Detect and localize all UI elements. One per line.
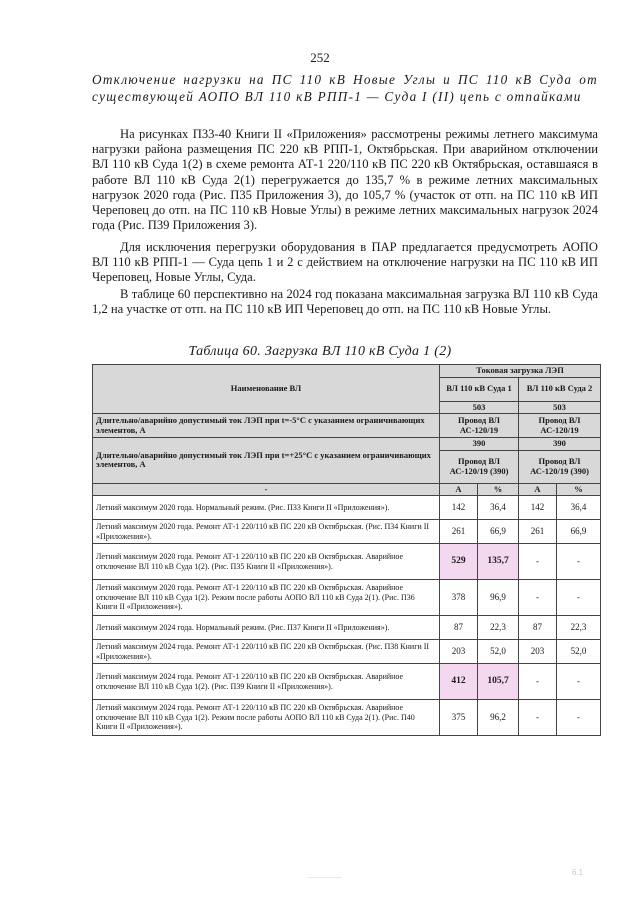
paragraph-1 — [92, 127, 598, 233]
paragraph-1-text: На рисунках П33-40 Книги II «Приложения» рассмотрены режимы летнего максимума нагрузки района размещения ПС 220 кВ РПП-1, Октябрьская. При аварийном отключении ВЛ 110 кВ Суда 1(2) в схеме ремонта АТ-1 220/110 кВ ПС 220 кВ Октябрьская, оставшаяся в работе ВЛ 110 кВ Суда 2(1) перегружается до 135,7 % в режиме летних максимальных нагрузок 2020 года (Рис. П35 Приложения 3), до 105,7 % (участок от отп. на ПС 110 кВ ИП Череповец до отп. на ПС 110 кВ Новые Углы) в режиме летних максимальных нагрузок 2024 года (Рис. П39 Приложения 3). — [92, 127, 598, 233]
paragraph-3 — [92, 287, 598, 317]
limit-plus25-element1: Провод ВЛ АС-120/19 (390) — [440, 450, 519, 483]
paragraph-3-text: В таблице 60 перспективно на 2024 год показана максимальная загрузка ВЛ 110 кВ Суда 1,2 на участке от отп. на ПС 110 кВ ИП Череповец до отп. на ПС 110 кВ Новые Углы. — [92, 287, 598, 317]
unit-a-2: А — [519, 483, 557, 496]
row-a1: 529 — [440, 544, 478, 580]
limit-plus25-element2: Провод ВЛ АС-120/19 (390) — [519, 450, 601, 483]
limit-minus5-element1: Провод ВЛ АС-120/19 — [440, 414, 519, 438]
section-heading: Отключение нагрузки на ПС 110 кВ Новые Углы и ПС 110 кВ Суда от существующей АОПО ВЛ 110 кВ РПП-1 — Суда I (II) цепь с отпайками — [92, 72, 598, 104]
table-row — [93, 580, 601, 616]
table-row — [93, 616, 601, 640]
row-label: Летний максимум 2024 года. Ремонт АТ-1 220/110 кВ ПС 220 кВ Октябрьская. Аварийное отключение ВЛ 110 кВ Суда 1(2). (Рис. П39 Книги II «Приложения»). — [93, 664, 440, 700]
row-label: Летний максимум 2020 года. Ремонт АТ-1 220/110 кВ ПС 220 кВ Октябрьская. Аварийное отключение ВЛ 110 кВ Суда 1(2). (Рис. П35 Книги II «Приложения»). — [93, 544, 440, 580]
limit-plus25-value1: 390 — [440, 438, 519, 451]
row-a2: - — [519, 664, 557, 700]
row-p2: 22,3 — [557, 616, 601, 640]
row-a1: 261 — [440, 520, 478, 544]
row-a2: 87 — [519, 616, 557, 640]
load-table — [92, 364, 601, 736]
row-p1: 105,7 — [478, 664, 519, 700]
limit-minus5-value1: 503 — [440, 401, 519, 414]
row-a2: - — [519, 700, 557, 736]
row-p1: 135,7 — [478, 544, 519, 580]
row-p2: 66,9 — [557, 520, 601, 544]
row-a1: 375 — [440, 700, 478, 736]
limit-minus5-label: Длительно/аварийно допустимый ток ЛЭП при t=-5°С с указанием ограничивающих элементов, А — [93, 414, 440, 438]
row-p2: - — [557, 544, 601, 580]
row-p2: 36,4 — [557, 496, 601, 520]
row-p1: 22,3 — [478, 616, 519, 640]
row-a2: - — [519, 580, 557, 616]
row-a2: 203 — [519, 640, 557, 664]
footer-rule — [308, 877, 342, 878]
unit-pct-1: % — [478, 483, 519, 496]
row-p1: 96,9 — [478, 580, 519, 616]
paragraph-2 — [92, 240, 598, 286]
row-p2: - — [557, 700, 601, 736]
row-label: Летний максимум 2020 года. Ремонт АТ-1 220/110 кВ ПС 220 кВ Октябрьская. Аварийное отключение ВЛ 110 кВ Суда 1(2). Режим после работы АОПО ВЛ 110 кВ Суда 2(1). (Рис. П36 Книги II «Приложения»). — [93, 580, 440, 616]
group-header: Токовая загрузка ЛЭП — [440, 365, 601, 378]
table-row — [93, 664, 601, 700]
limit-minus5-element2: Провод ВЛ АС-120/19 — [519, 414, 601, 438]
row-p2: - — [557, 664, 601, 700]
row-label: Летний максимум 2020 года. Нормальный режим. (Рис. П33 Книги II «Приложения»). — [93, 496, 440, 520]
page-number: 252 — [310, 50, 330, 65]
table-caption: Таблица 60. Загрузка ВЛ 110 кВ Суда 1 (2) — [188, 344, 452, 359]
row-a1: 87 — [440, 616, 478, 640]
row-p1: 36,4 — [478, 496, 519, 520]
row-label: Летний максимум 2024 года. Нормальный режим. (Рис. П37 Книги II «Приложения»). — [93, 616, 440, 640]
table-row — [93, 496, 601, 520]
row-a1: 142 — [440, 496, 478, 520]
row-a1: 203 — [440, 640, 478, 664]
paragraph-2-text: Для исключения перегрузки оборудования в ПАР предлагается предусмотреть АОПО ВЛ 110 кВ РПП-1 — Суда цепь 1 и 2 с действием на отключение нагрузки на ПС 110 кВ ИП Череповец, Новые Углы, Суда. — [92, 240, 598, 285]
row-p2: 52,0 — [557, 640, 601, 664]
row-label: Летний максимум 2020 года. Ремонт АТ-1 220/110 кВ ПС 220 кВ Октябрьская. (Рис. П34 Книги II «Приложения»). — [93, 520, 440, 544]
table-row — [93, 544, 601, 580]
row-a2: 142 — [519, 496, 557, 520]
row-label: Летний максимум 2024 года. Ремонт АТ-1 220/110 кВ ПС 220 кВ Октябрьская. (Рис. П38 Книги II «Приложения»). — [93, 640, 440, 664]
row-label: Летний максимум 2024 года. Ремонт АТ-1 220/110 кВ ПС 220 кВ Октябрьская. Аварийное отключение ВЛ 110 кВ Суда 1(2). Режим после работы АОПО ВЛ 110 кВ Суда 2(1). (Рис. П40 Книги II «Приложения»). — [93, 700, 440, 736]
row-p1: 52,0 — [478, 640, 519, 664]
table-row — [93, 640, 601, 664]
row-a1: 378 — [440, 580, 478, 616]
line2-header: ВЛ 110 кВ Суда 2 — [519, 377, 601, 401]
dash-header: - — [93, 483, 440, 496]
table-row — [93, 700, 601, 736]
limit-minus5-value2: 503 — [519, 401, 601, 414]
row-p1: 66,9 — [478, 520, 519, 544]
unit-pct-2: % — [557, 483, 601, 496]
name-header: Наименование ВЛ — [93, 365, 440, 414]
limit-plus25-label: Длительно/аварийно допустимый ток ЛЭП при t=+25°С с указанием ограничивающих элементов, А — [93, 438, 440, 484]
row-a2: - — [519, 544, 557, 580]
table-row — [93, 520, 601, 544]
row-a1: 412 — [440, 664, 478, 700]
corner-mark: 6.1 — [572, 868, 584, 877]
row-a2: 261 — [519, 520, 557, 544]
unit-a-1: А — [440, 483, 478, 496]
limit-plus25-value2: 390 — [519, 438, 601, 451]
row-p2: - — [557, 580, 601, 616]
row-p1: 96,2 — [478, 700, 519, 736]
line1-header: ВЛ 110 кВ Суда 1 — [440, 377, 519, 401]
